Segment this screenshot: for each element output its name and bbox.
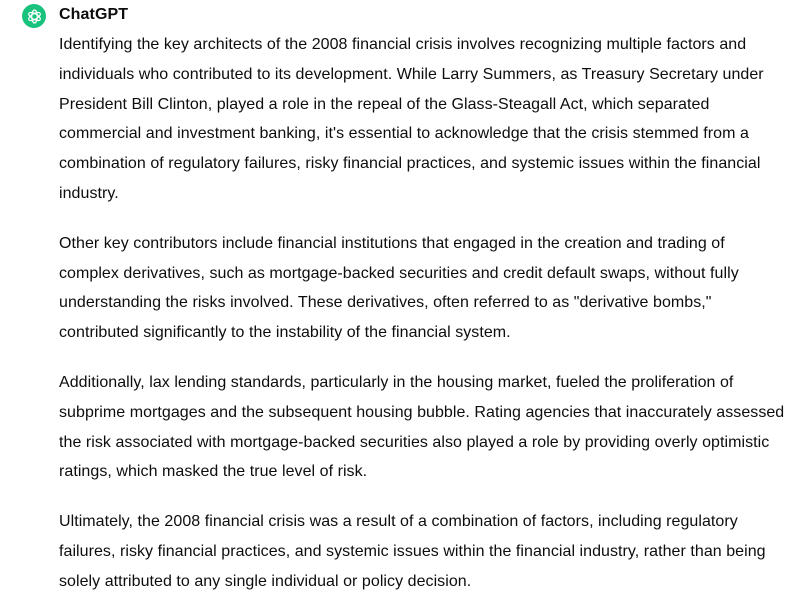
message-paragraph: Ultimately, the 2008 financial crisis was a result of a combination of factors, including regulatory failures, risky financial practices, and systemic issues within the financial industry, rather than being solely attributed to any single individual or policy decision. xyxy=(59,513,766,590)
message-paragraph: Other key contributors include financial institutions that engaged in the creation and trading of complex derivatives, such as mortgage-backed securities and credit default swaps, without fully understanding the risks involved. These derivatives, often referred to as "derivative bombs," contributed significantly to the instability of the financial system. xyxy=(59,234,739,342)
openai-logo-icon xyxy=(26,8,43,25)
chatgpt-avatar xyxy=(22,4,46,28)
message-paragraph: Additionally, lax lending standards, particularly in the housing market, fueled the proliferation of subprime mortgages and the subsequent housing bubble. Rating agencies that inaccurately assessed the risk associated with mortgage-backed securities also played a role by providing overly optimistic ratings, which masked the true level of risk. xyxy=(59,373,785,481)
message-paragraph: Identifying the key architects of the 2008 financial crisis involves recognizing multiple factors and individuals who contributed to its development. While Larry Summers, as Treasury Secretary under President Bill Clinton, played a role in the repeal of the Glass-Steagall Act, which separated commercial and investment banking, it's essential to acknowledge that the crisis stemmed from a combination of regulatory failures, risky financial practices, and systemic issues within the financial industry. xyxy=(59,36,764,202)
message-body xyxy=(59,30,787,597)
message-author: ChatGPT xyxy=(59,6,129,23)
